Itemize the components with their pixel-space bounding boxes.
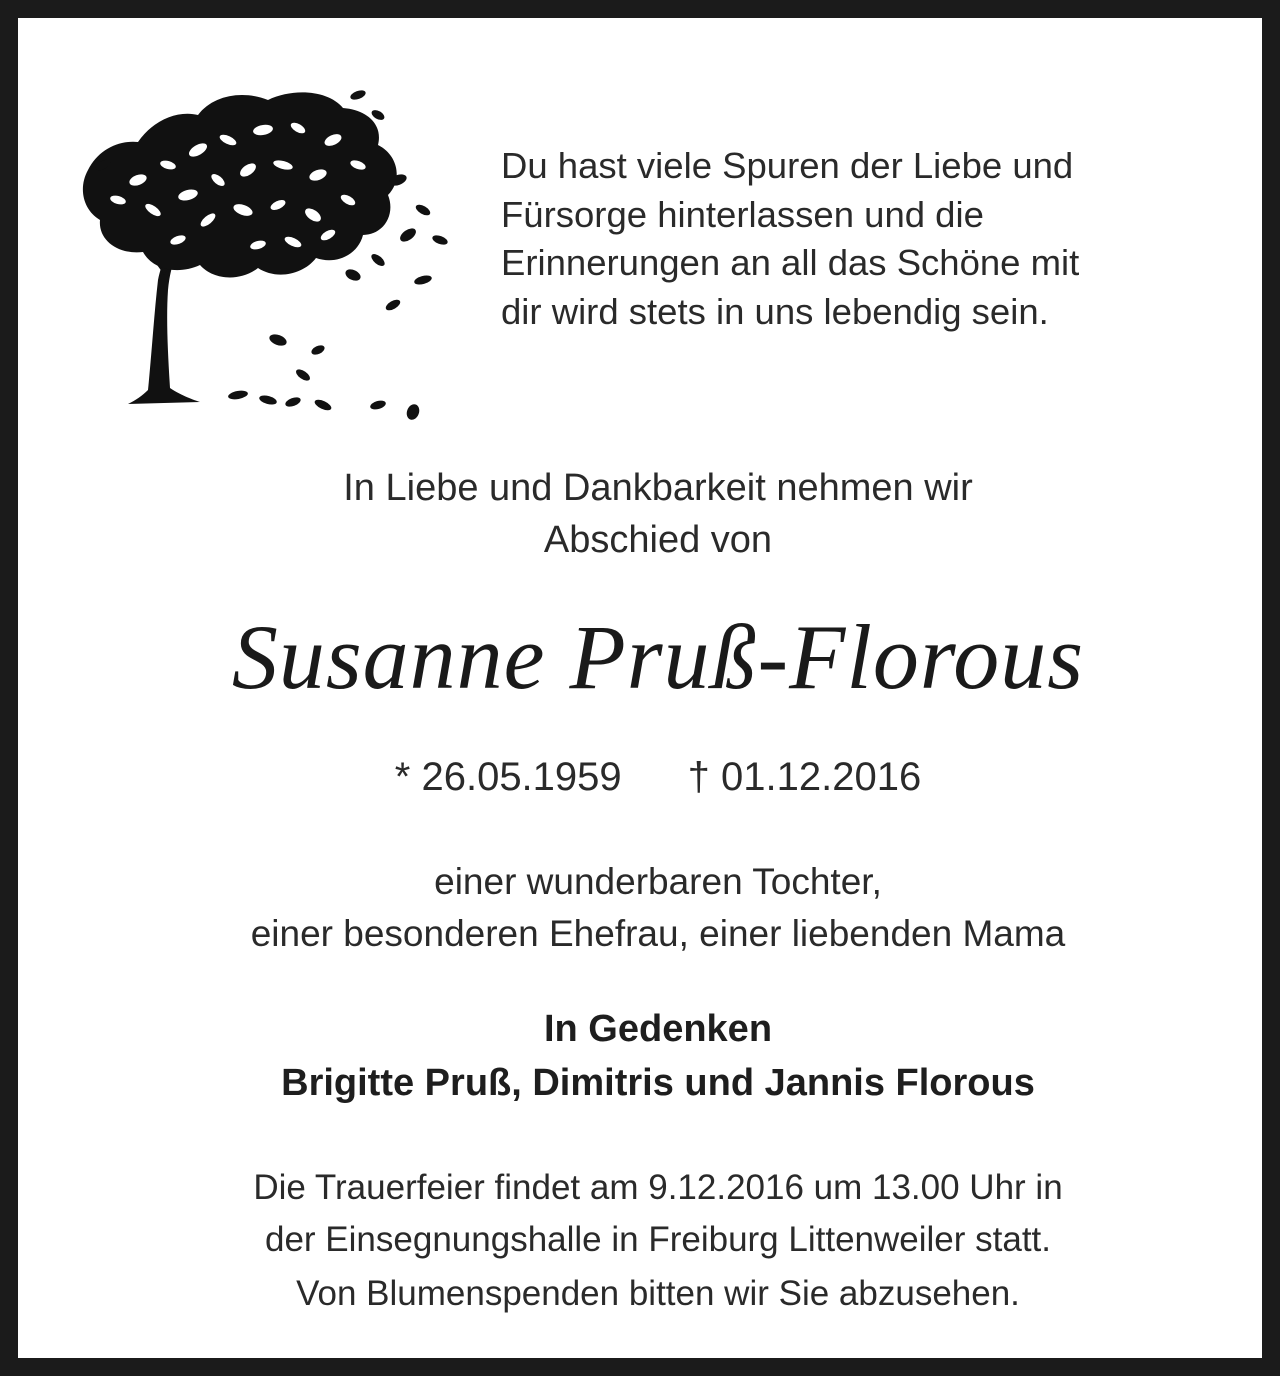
verse-line: dir wird stets in uns lebendig sein. [501, 290, 1049, 332]
intro-line: Abschied von [543, 519, 773, 561]
farewell-intro [18, 462, 1280, 566]
verse-line: Erinnerungen an all das Schöne mit [501, 242, 1080, 283]
ceremony-info [18, 1162, 1280, 1320]
mourners-names: Brigitte Pruß, Dimitris und Jannis Florous [281, 1062, 1035, 1104]
death-date: † 01.12.2016 [687, 755, 922, 799]
intro-line: In Liebe und Dankbarkeit nehmen wir [343, 467, 973, 509]
verse-line: Du hast viele Spuren der Liebe und [501, 145, 1074, 186]
tree-with-falling-leaves-icon [78, 70, 458, 430]
verse-line: Fürsorge hinterlassen und die [501, 193, 984, 235]
description-line: einer besonderen Ehefrau, einer liebenden Mama [250, 913, 1066, 954]
opening-verse [501, 142, 1141, 336]
ceremony-line: Die Trauerfeier findet am 9.12.2016 um 13.00 Uhr in [253, 1168, 1063, 1207]
ceremony-line: der Einsegnungshalle in Freiburg Littenweiler statt. [265, 1220, 1051, 1259]
deceased-name: Susanne Pruß-Florous [231, 606, 1085, 708]
description-line: einer wunderbaren Tochter, [434, 861, 882, 902]
tribute-description [18, 856, 1280, 960]
ceremony-line: Von Blumenspenden bitten wir Sie abzusehen. [296, 1274, 1020, 1313]
birth-date: * 26.05.1959 [394, 755, 622, 799]
mourners-block [18, 1002, 1280, 1110]
mourners-heading: In Gedenken [543, 1008, 773, 1050]
life-dates [18, 750, 1280, 804]
